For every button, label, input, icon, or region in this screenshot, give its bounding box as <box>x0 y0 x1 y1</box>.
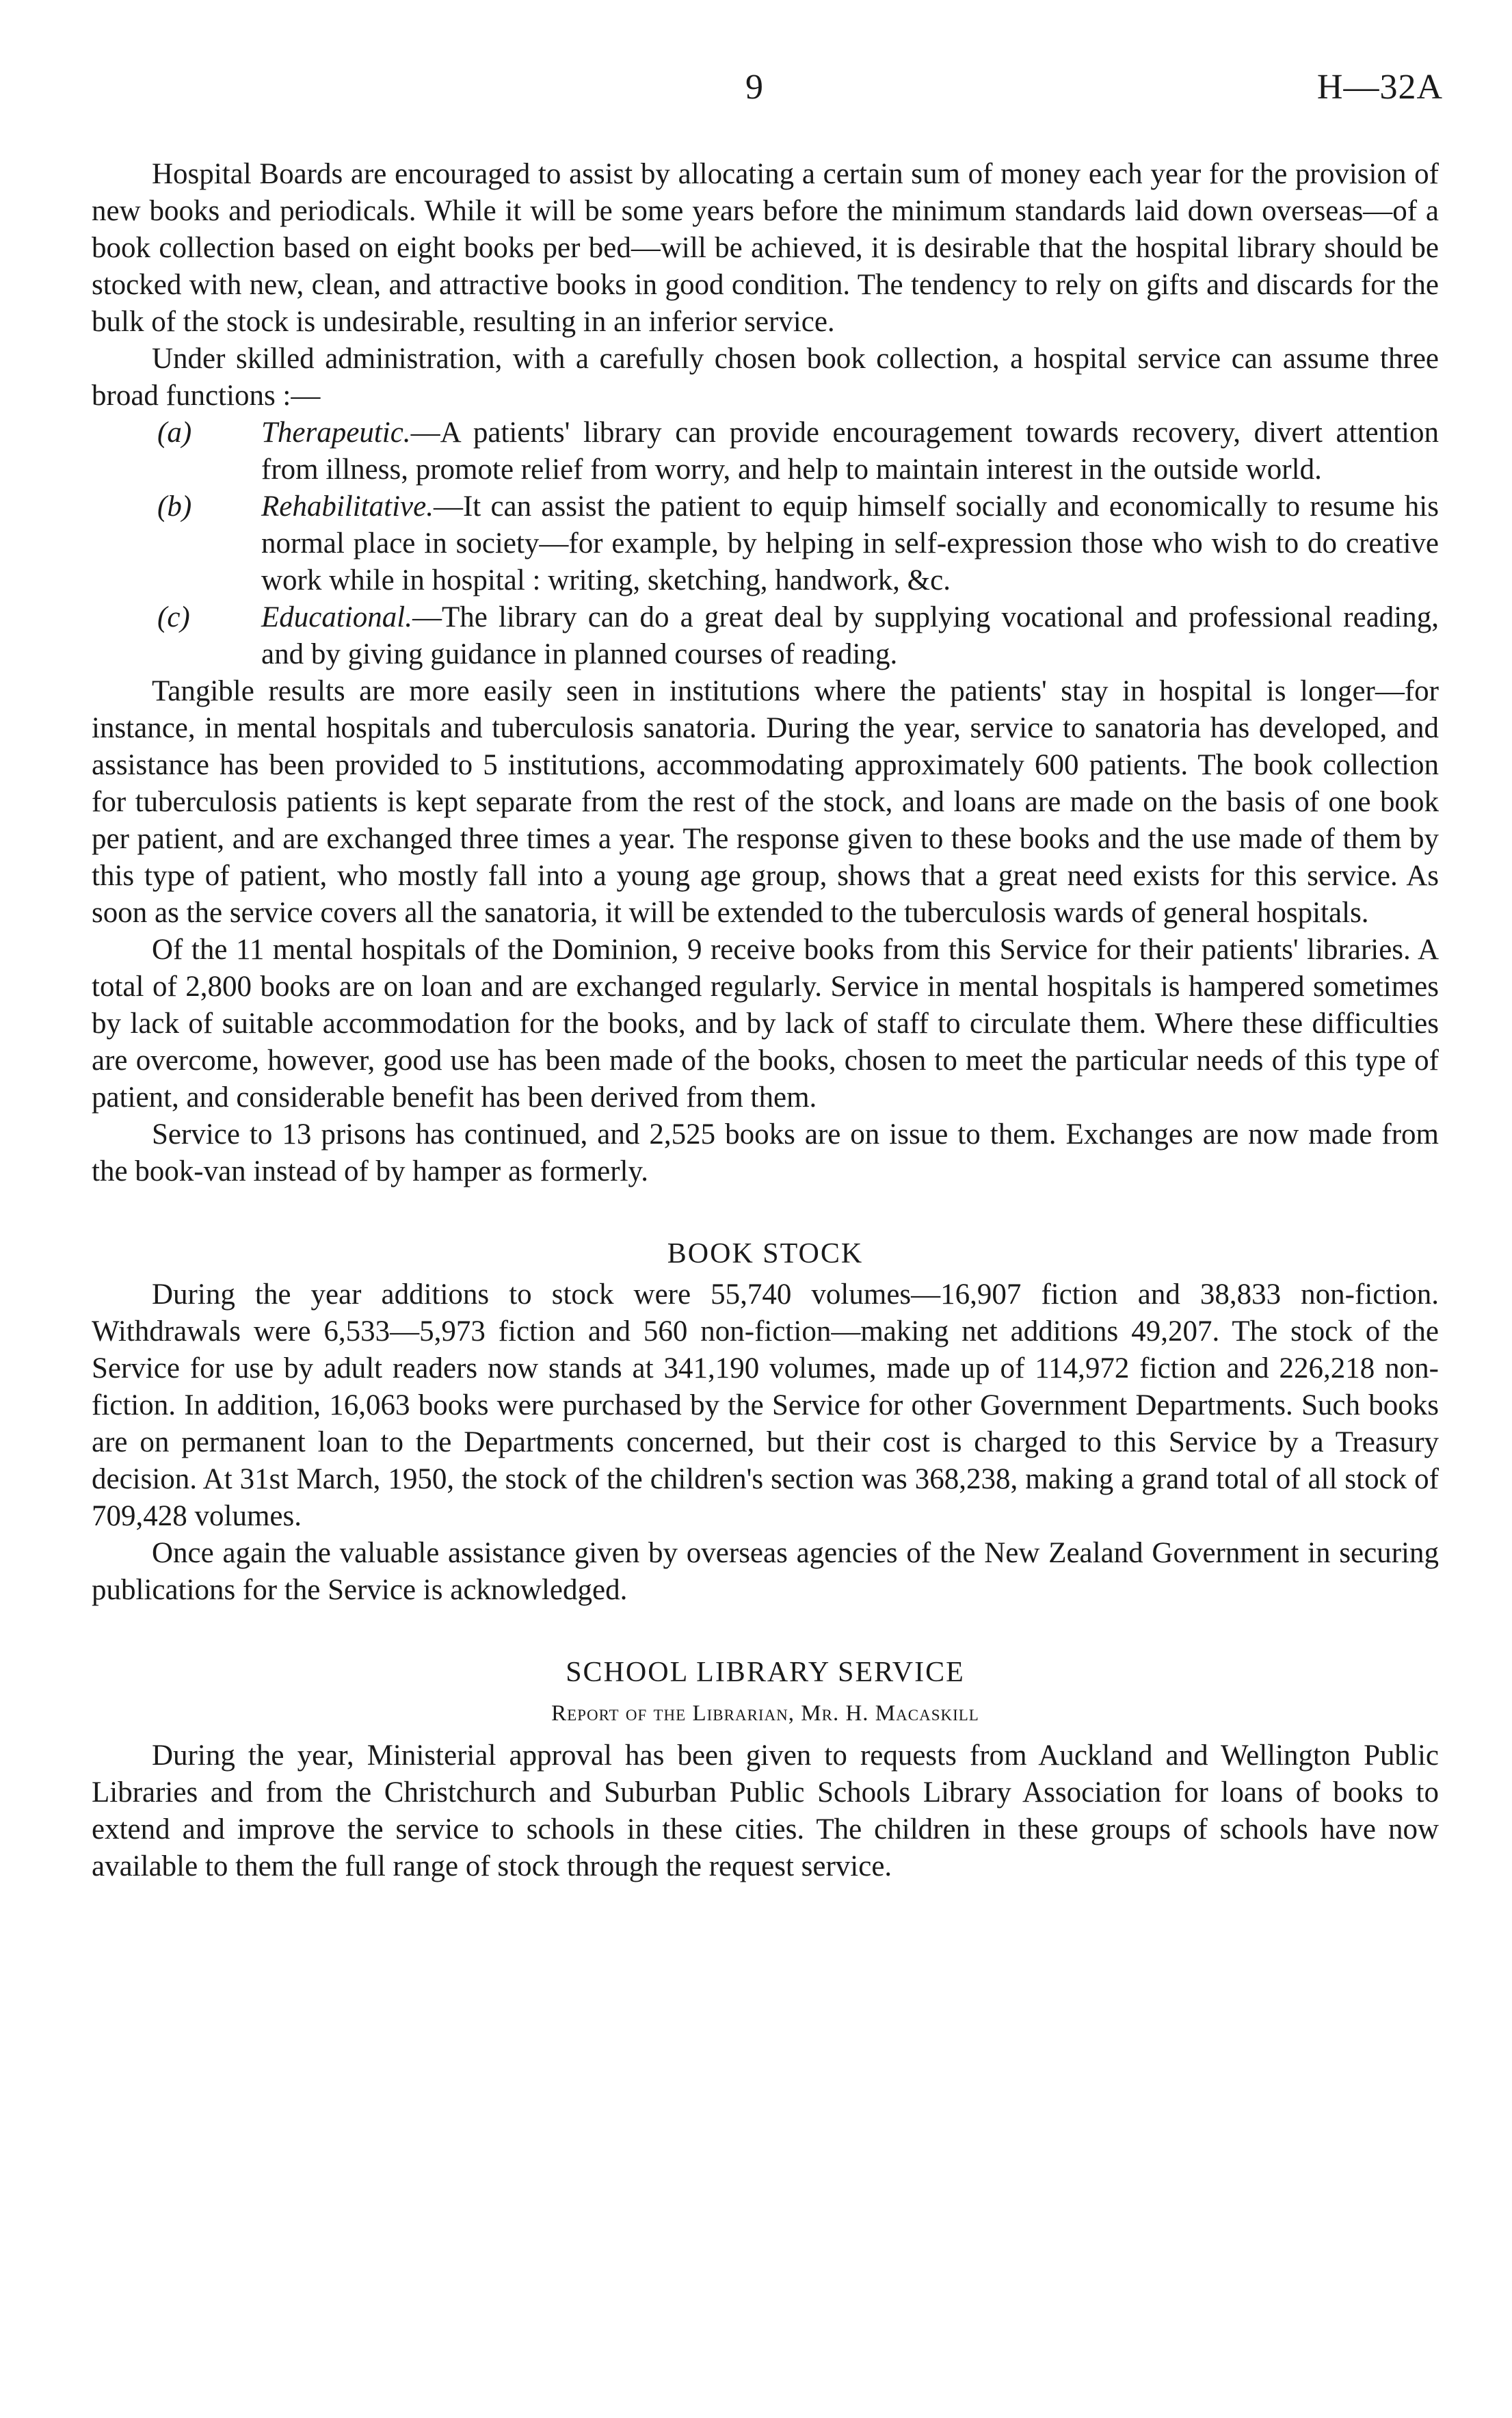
page-number: 9 <box>745 68 763 107</box>
paragraph-three-functions: Under skilled administration, with a carefully chosen book collection, a hospital service can assume three broad functions :— <box>92 343 1439 412</box>
paragraph-tangible-results: Tangible results are more easily seen in institutions where the patients' stay in hospital is longer—for instance, in mental hospitals and tuberculosis sanatoria. During the year, service to sanatoria has developed, and assistance has been provided to 5 institutions, accommodating approximately 600 patients. The book collection for tuberculosis patients is kept separate from the rest of the stock, and loans are made on the basis of one book per patient, and are exchanged three times a year. The response given to these books and the use made of them by this type of patient, who mostly fall into a young age group, shows that a great need exists for this service. As soon as the service covers all the sanatoria, it will be extended to the tuberculosis wards of general hospitals. <box>92 675 1439 929</box>
item-title: Rehabilitative. <box>261 490 434 523</box>
paragraph-stock-additions: During the year additions to stock were 55,740 volumes—16,907 fiction and 38,833 non-fiction. Withdrawals were 6,533—5,973 fiction and 560 non-fiction—making net additions 49,207. The stock of the Service for use by adult readers now stands at 341,190 volumes, made up of 114,972 fiction and 226,218 non-fiction. In addition, 16,063 books were purchased by the Service for other Government Departments. Such books are on permanent loan to the Departments concerned, but their cost is charged to this Service by a Treasury decision. At 31st March, 1950, the stock of the children's section was 368,238, making a grand total of all stock of 709,428 volumes. <box>92 1278 1439 1532</box>
item-title: Therapeutic. <box>261 417 411 449</box>
paragraph-hospital-boards: Hospital Boards are encouraged to assist by allocating a certain sum of money each year for the provision of new books and periodicals. While it will be some years before the minimum standards laid down overseas—of a book collection based on eight books per bed—will be achieved, it is desirable that the hospital library should be stocked with new, clean, and attractive books in good condition. The tendency to rely on gifts and discards for the bulk of the stock is undesirable, resulting in an inferior service. <box>92 158 1439 338</box>
page-header <box>0 67 1512 115</box>
document-reference: H—32A <box>1316 68 1443 107</box>
section-heading-book-stock: BOOK STOCK <box>667 1238 864 1270</box>
item-title: Educational. <box>261 601 412 633</box>
item-text: —It can assist the patient to equip himself socially and economically to resume his normal place in society—for example, by helping in self-expression those who wish to do creative work while in hospital : writing, sketching, handwork, &c. <box>261 490 1439 596</box>
item-text: —A patients' library can provide encouragement towards recovery, divert attention from illness, promote relief from worry, and help to maintain interest in the outside world. <box>261 417 1439 486</box>
page-body <box>92 156 1439 1885</box>
paragraph-overseas-agencies: Once again the valuable assistance given by overseas agencies of the New Zealand Government in securing publications for the Service is acknowledged. <box>92 1537 1439 1606</box>
section-heading-school-library: SCHOOL LIBRARY SERVICE <box>566 1657 965 1688</box>
paragraph-mental-hospitals: Of the 11 mental hospitals of the Dominion, 9 receive books from this Service for their patients' libraries. A total of 2,800 books are on loan and are exchanged regularly. Service in mental hospitals is hampered sometimes by lack of suitable accommodation for the books, and by lack of staff to circulate them. Where these difficulties are overcome, however, good use has been made of the books, chosen to meet the particular needs of this type of patient, and considerable benefit has been derived from them. <box>92 934 1439 1114</box>
item-marker: (b) <box>157 490 192 523</box>
paragraph-prisons: Service to 13 prisons has continued, and 2,525 books are on issue to them. Exchanges are now made from the book-van instead of by hamper as formerly. <box>92 1118 1439 1187</box>
report-byline: Report of the Librarian, Mr. H. Macaskill <box>551 1701 979 1726</box>
paragraph-ministerial-approval: During the year, Ministerial approval has been given to requests from Auckland and Wellington Public Libraries and from the Christchurch and Suburban Public Schools Library Association for loans of books to extend and improve the service to schools in these cities. The children in these groups of schools have now available to them the full range of stock through the request service. <box>92 1739 1439 1882</box>
item-text: —The library can do a great deal by supplying vocational and professional reading, and by giving guidance in planned courses of reading. <box>261 601 1439 670</box>
function-item-educational <box>92 599 1439 673</box>
item-marker: (c) <box>157 601 190 633</box>
function-item-rehabilitative <box>92 488 1439 599</box>
function-item-therapeutic <box>92 415 1439 488</box>
item-marker: (a) <box>157 417 192 449</box>
